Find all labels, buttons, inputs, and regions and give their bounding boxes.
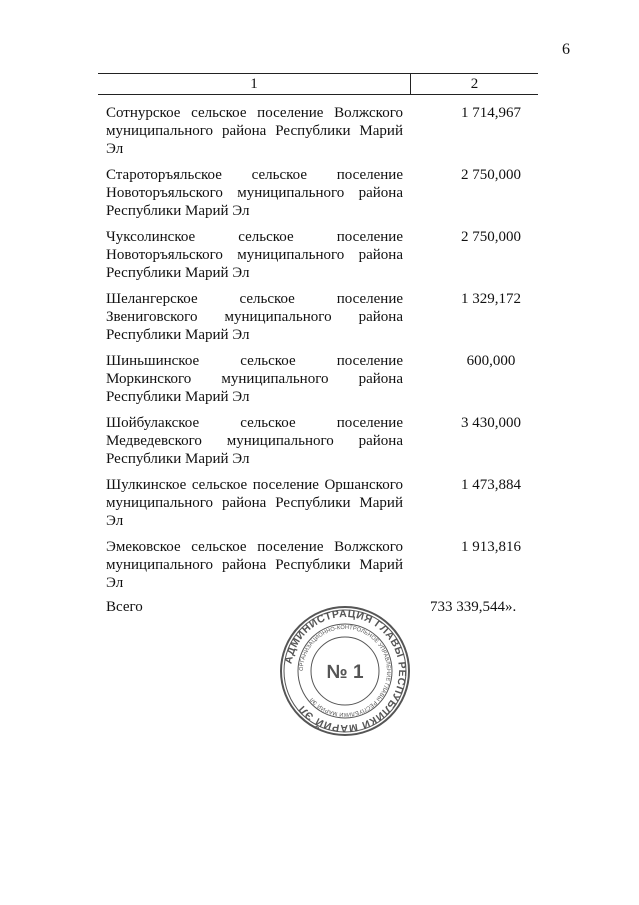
row-amount: 2 750,000 — [461, 167, 521, 183]
row-amount: 2 750,000 — [461, 229, 521, 245]
row-settlement-name: Сотнурское сельское поселение Волжского муниципального района Республики Марий Эл — [106, 105, 403, 157]
table-row — [106, 228, 546, 290]
row-amount: 1 473,884 — [461, 477, 521, 493]
seal-outer-text: АДМИНИСТРАЦИЯ ГЛАВЫ РЕСПУБЛИКИ МАРИЙ ЭЛ — [282, 607, 409, 735]
table-row — [106, 104, 546, 166]
row-amount: 1 913,816 — [461, 539, 521, 555]
row-settlement-name: Чуксолинское сельское поселение Новоторъяльского муниципального района Республики Марий Эл — [106, 229, 403, 281]
total-amount: 733 339,544». — [430, 599, 517, 615]
row-settlement-name: Шелангерское сельское поселение Звениговского муниципального района Республики Марий Эл — [106, 291, 403, 343]
row-settlement-name: Шойбулакское сельское поселение Медведевского муниципального района Республики Марий Эл — [106, 415, 403, 467]
row-settlement-name: Шулкинское сельское поселение Оршанского муниципального района Республики Марий Эл — [106, 477, 403, 529]
row-amount: 1 329,172 — [461, 291, 521, 307]
row-amount: 3 430,000 — [461, 415, 521, 431]
page-number: 6 — [562, 41, 570, 58]
seal-number: № 1 — [326, 662, 364, 683]
table-row — [106, 290, 546, 352]
column-header-2: 2 — [470, 76, 479, 92]
table-header — [98, 73, 538, 95]
row-settlement-name: Староторъяльское сельское поселение Новоторъяльского муниципального района Республики Марий Эл — [106, 167, 403, 219]
row-settlement-name: Шиньшинское сельское поселение Моркинского муниципального района Республики Марий Эл — [106, 353, 403, 405]
column-header-1: 1 — [98, 74, 411, 94]
table-row — [106, 352, 546, 414]
row-amount: 1 714,967 — [461, 105, 521, 121]
table-body — [106, 104, 546, 600]
seal-inner-text: ОРГАНИЗАЦИОННО-КОНТРОЛЬНОЕ УПРАВЛЕНИЕ ГЛАВЫ РЕСПУБЛИКИ МАРИЙ ЭЛ — [298, 624, 392, 718]
table-row — [106, 538, 546, 600]
official-seal-icon — [278, 604, 412, 738]
table-row — [106, 476, 546, 538]
row-settlement-name: Эмековское сельское поселение Волжского муниципального района Республики Марий Эл — [106, 539, 403, 591]
row-amount: 600,000 — [466, 353, 516, 369]
table-row — [106, 166, 546, 228]
total-label: Всего — [106, 599, 143, 615]
table-row — [106, 414, 546, 476]
